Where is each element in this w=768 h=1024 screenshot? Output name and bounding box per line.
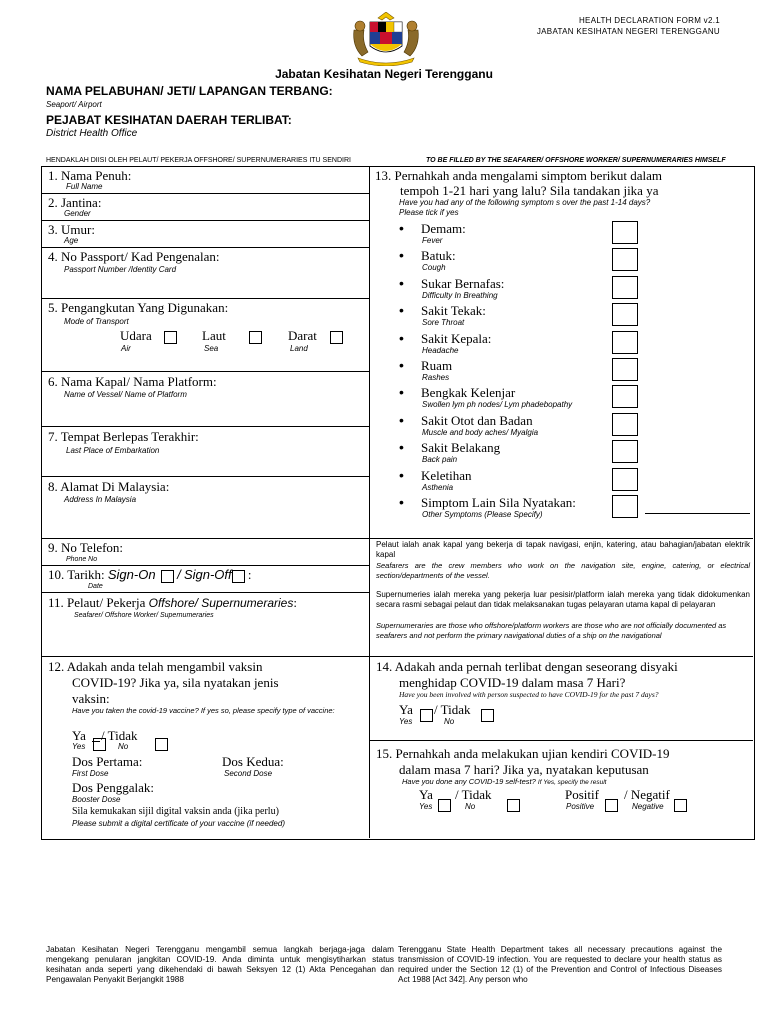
symptom-checkbox[interactable]: [612, 358, 638, 381]
transport-land-sub: Land: [290, 344, 308, 353]
symptom-checkbox[interactable]: [612, 495, 638, 518]
row-line: [369, 740, 753, 741]
field-7-label: 7. Tempat Berlepas Terakhir:: [48, 429, 199, 444]
q15-negative-sub: Negative: [632, 802, 664, 811]
column-divider: [369, 166, 370, 838]
footer-right: Terengganu State Health Department takes all necessary precautions against the transmission of COVID-19 infection. You are requested to declare your health status as required under the Section 12 (1) of the Prevention and Control of Infectious Diseases Act 1988 [Act 342]. Any person who: [398, 945, 722, 984]
symptom-sub: Other Symptoms (Please Specify): [422, 510, 543, 519]
transport-land-checkbox[interactable]: [330, 331, 343, 344]
q15-tidak: / Tidak: [455, 787, 492, 802]
bullet-icon: •: [399, 384, 404, 400]
row-line: [41, 298, 369, 299]
symptom-sub: Rashes: [422, 373, 450, 382]
sign-off-checkbox[interactable]: [232, 570, 245, 583]
q12-yes-sub: Yes: [72, 742, 86, 751]
q15-ya: Ya: [419, 787, 433, 802]
q12-label-3: vaksin:: [72, 691, 110, 706]
q12-dose2: Dos Kedua:: [222, 754, 284, 769]
bullet-icon: •: [399, 220, 404, 236]
q14-sub: Have you been involved with person suspected to have COVID-19 for the past 7 days?: [399, 690, 659, 699]
symptom-label: Simptom Lain Sila Nyatakan:: [421, 495, 576, 510]
q14-no-sub: No: [444, 717, 455, 726]
symptom-sub: Back pain: [422, 455, 458, 464]
symptom-checkbox[interactable]: [612, 276, 638, 299]
q12-dose1-sub: First Dose: [72, 769, 109, 778]
field-10-sub: Date: [88, 583, 103, 590]
symptom-checkbox[interactable]: [612, 468, 638, 491]
symptom-label: Sakit Otot dan Badan: [421, 413, 533, 428]
q14-no-checkbox[interactable]: [481, 709, 494, 722]
q15-label-2: dalam masa 7 hari? Jika ya, nyatakan keputusan: [399, 762, 649, 777]
transport-sea-checkbox[interactable]: [249, 331, 262, 344]
symptom-label: Sakit Kepala:: [421, 331, 492, 346]
field-5-sub: Mode of Transport: [64, 317, 129, 326]
field-8-sub: Address In Malaysia: [64, 495, 137, 504]
def-seafarer-my: Pelaut ialah anak kapal yang bekerja di tapak navigasi, enjin, katering, atau bahagian/jabatan elektrik kapal: [376, 540, 750, 559]
field-7-sub: Last Place of Embarkation: [66, 446, 160, 455]
symptom-label: Batuk:: [421, 248, 456, 263]
bullet-icon: •: [399, 247, 404, 263]
q14-label-2: menghidap COVID-19 dalam masa 7 Hari?: [399, 675, 626, 690]
field-6-sub: Name of Vessel/ Name of Platform: [64, 390, 187, 399]
row-line: [41, 565, 369, 566]
def-supernum-en: Supernumeraries are those who offshore/platform workers are those who are not officially documented as seafarers and not perform the primary navigational duties of a ship on the navigational: [376, 621, 727, 640]
symptom-label: Sakit Tekak:: [421, 303, 486, 318]
field-9-sub: Phone No: [66, 556, 98, 563]
q14-ya: Ya: [399, 702, 413, 717]
bullet-icon: •: [399, 330, 404, 346]
page-title: Jabatan Kesihatan Negeri Terengganu: [275, 67, 493, 81]
field-11-label: 11. Pelaut/ Pekerja Offshore/ Supernumeraries:: [48, 595, 297, 610]
symptom-checkbox[interactable]: [612, 303, 638, 326]
field-5-label: 5. Pengangkutan Yang Digunakan:: [48, 300, 229, 315]
q15-positive-checkbox[interactable]: [605, 799, 618, 812]
symptom-label: Ruam: [421, 358, 453, 373]
row-line: [41, 220, 369, 221]
q14-tidak: / Tidak: [434, 702, 471, 717]
q13-label-2: tempoh 1-21 hari yang lalu? Sila tandakan jika ya: [400, 183, 659, 198]
bullet-icon: •: [399, 439, 404, 455]
bullet-icon: •: [399, 275, 404, 291]
q15-yes-checkbox[interactable]: [438, 799, 451, 812]
field-8-label: 8. Alamat Di Malaysia:: [48, 479, 170, 494]
def-supernum-my: Supernumeries ialah mereka yang pekerja luar pesisir/platform ialah mereka yang tidak didokumenkan secara rasmi sebagai pelaut dan tidak melaksanakan tugas pelayaran utama kapal di pelayaran: [376, 590, 750, 609]
symptom-sub: Fever: [422, 236, 443, 245]
symptom-sub: Swollen lym ph nodes/ Lym phadebopathy: [422, 400, 573, 409]
fill-note-my: HENDAKLAH DIISI OLEH PELAUT/ PEKERJA OFFSHORE/ SUPERNUMERARIES ITU SENDIRI: [46, 157, 351, 164]
q14-yes-checkbox[interactable]: [420, 709, 433, 722]
symptom-label: Sukar Bernafas:: [421, 276, 505, 291]
symptom-sub: Headache: [422, 346, 459, 355]
q12-no-sub: No: [118, 742, 129, 751]
q12-tidak: / Tidak: [101, 728, 138, 743]
bullet-icon: •: [399, 357, 404, 373]
q12-dose1: Dos Pertama:: [72, 754, 143, 769]
field-2-label: 2. Jantina:: [48, 195, 102, 210]
row-line: [41, 371, 369, 372]
q15-negative-checkbox[interactable]: [674, 799, 687, 812]
q14-yes-sub: Yes: [399, 717, 413, 726]
symptom-label: Sakit Belakang: [421, 440, 501, 455]
transport-sea-sub: Sea: [204, 344, 219, 353]
q15-yes-sub: Yes: [419, 802, 433, 811]
row-line: [41, 538, 753, 539]
field-4-sub: Passport Number /Identity Card: [64, 265, 177, 274]
field-1-label: 1. Nama Penuh:: [48, 168, 132, 183]
q12-booster-sub: Booster Dose: [72, 795, 121, 804]
q12-cert-sub: Please submit a digital certificate of your vaccine (if needed): [72, 819, 285, 828]
field-11-sub: Seafarer/ Offshore Worker/ Supernumeraries: [74, 612, 214, 619]
q14-label-1: 14. Adakah anda pernah terlibat dengan seseorang disyaki: [376, 659, 678, 674]
field-2-sub: Gender: [64, 209, 91, 218]
symptom-checkbox[interactable]: [612, 413, 638, 436]
transport-sea-label: Laut: [202, 328, 226, 343]
symptom-label: Demam:: [421, 221, 466, 236]
q13-label-1: 13. Pernahkah anda mengalami simptom berikut dalam: [375, 168, 663, 183]
q13-sub-1: Have you had any of the following symptom s over the past 1-14 days?: [399, 198, 651, 207]
port-sub: Seaport/ Airport: [46, 100, 102, 109]
field-10-label: 10. Tarikh: Sign-On / Sign-Off :: [48, 567, 252, 582]
symptom-checkbox[interactable]: [612, 385, 638, 408]
symptom-sub: Sore Throat: [422, 318, 465, 327]
q15-sub: Have you done any COVID-19 self-test? If Yes, specify the result: [402, 777, 607, 786]
row-line: [41, 476, 369, 477]
row-line: [41, 193, 369, 194]
office-label: PEJABAT KESIHATAN DAERAH TERLIBAT:: [46, 113, 292, 127]
symptom-checkbox[interactable]: [612, 331, 638, 354]
transport-air-sub: Air: [121, 344, 131, 353]
q12-sub: Have you taken the covid-19 vaccine? If yes so, please specify type of vaccine:: [72, 706, 335, 715]
symptom-checkbox[interactable]: [612, 221, 638, 244]
q12-cert: Sila kemukakan sijil digital vaksin anda (jika perlu): [72, 806, 279, 817]
field-1-sub: Full Name: [66, 182, 103, 191]
q12-label-1: 12. Adakah anda telah mengambil vaksin: [48, 659, 263, 674]
department-top: JABATAN KESIHATAN NEGERI TERENGGANU: [536, 27, 720, 36]
fill-note-en: TO BE FILLED BY THE SEAFARER/ OFFSHORE WORKER/ SUPERNUMERARIES HIMSELF: [426, 157, 726, 164]
field-3-label: 3. Umur:: [48, 222, 95, 237]
symptom-checkbox[interactable]: [612, 248, 638, 271]
q12-label-2: COVID-19? Jika ya, sila nyatakan jenis: [72, 675, 279, 690]
bullet-icon: •: [399, 302, 404, 318]
q15-positif: Positif: [565, 787, 599, 802]
field-4-label: 4. No Passport/ Kad Pengenalan:: [48, 249, 220, 264]
q12-booster: Dos Penggalak:: [72, 780, 154, 795]
q13-sub-2: Please tick if yes: [399, 208, 459, 217]
symptom-sub: Asthenia: [422, 483, 454, 492]
row-line: [41, 426, 369, 427]
q12-yes-checkbox[interactable]: [93, 738, 106, 751]
row-line: [41, 247, 369, 248]
field-6-label: 6. Nama Kapal/ Nama Platform:: [48, 374, 217, 389]
row-line: [41, 656, 753, 657]
symptom-label: Bengkak Kelenjar: [421, 385, 516, 400]
bullet-icon: •: [399, 467, 404, 483]
symptom-sub: Cough: [422, 263, 446, 272]
q12-no-checkbox[interactable]: [155, 738, 168, 751]
transport-land-label: Darat: [288, 328, 317, 343]
q15-no-checkbox[interactable]: [507, 799, 520, 812]
other-symptoms-line: [645, 513, 750, 514]
form-id: HEALTH DECLARATION FORM v2.1: [578, 16, 720, 25]
field-3-sub: Age: [64, 236, 79, 245]
row-line: [41, 592, 369, 593]
symptom-checkbox[interactable]: [612, 440, 638, 463]
q12-dose2-sub: Second Dose: [224, 769, 273, 778]
symptom-label: Keletihan: [421, 468, 472, 483]
office-sub: District Health Office: [46, 128, 138, 139]
q12-ya: Ya: [72, 728, 86, 743]
port-label: NAMA PELABUHAN/ JETI/ LAPANGAN TERBANG:: [46, 84, 333, 98]
q15-label-1: 15. Pernahkah anda melakukan ujian kendiri COVID-19: [376, 746, 670, 761]
sign-on-checkbox[interactable]: [161, 570, 174, 583]
transport-air-checkbox[interactable]: [164, 331, 177, 344]
q15-no-sub: No: [465, 802, 476, 811]
symptom-sub: Muscle and body aches/ Myalgia: [422, 428, 539, 437]
q15-negatif: / Negatif: [624, 787, 670, 802]
field-9-label: 9. No Telefon:: [48, 540, 124, 555]
def-seafarer-en: Seafarers are the crew members who work on the navigation site, engine, catering, or electrical section/departments of the vessel.: [376, 561, 750, 580]
symptom-sub: Difficulty In Breathing: [422, 291, 498, 300]
q15-positive-sub: Positive: [566, 802, 595, 811]
footer-left: Jabatan Kesihatan Negeri Terengganu mengambil semua langkah berjaga-jaga dalam mengekang penularan jangkitan COVID-19. Anda diminta untuk mengisytiharkan status kesihatan anda seperti yang dikehendaki di bawah Seksyen 12 (1) Akta Pencegahan dan Pengawalan Penyakit Berjangkit 1988: [46, 945, 394, 984]
bullet-icon: •: [399, 412, 404, 428]
bullet-icon: •: [399, 494, 404, 510]
coat-of-arms-icon: [350, 12, 422, 66]
transport-air-label: Udara: [120, 328, 152, 343]
